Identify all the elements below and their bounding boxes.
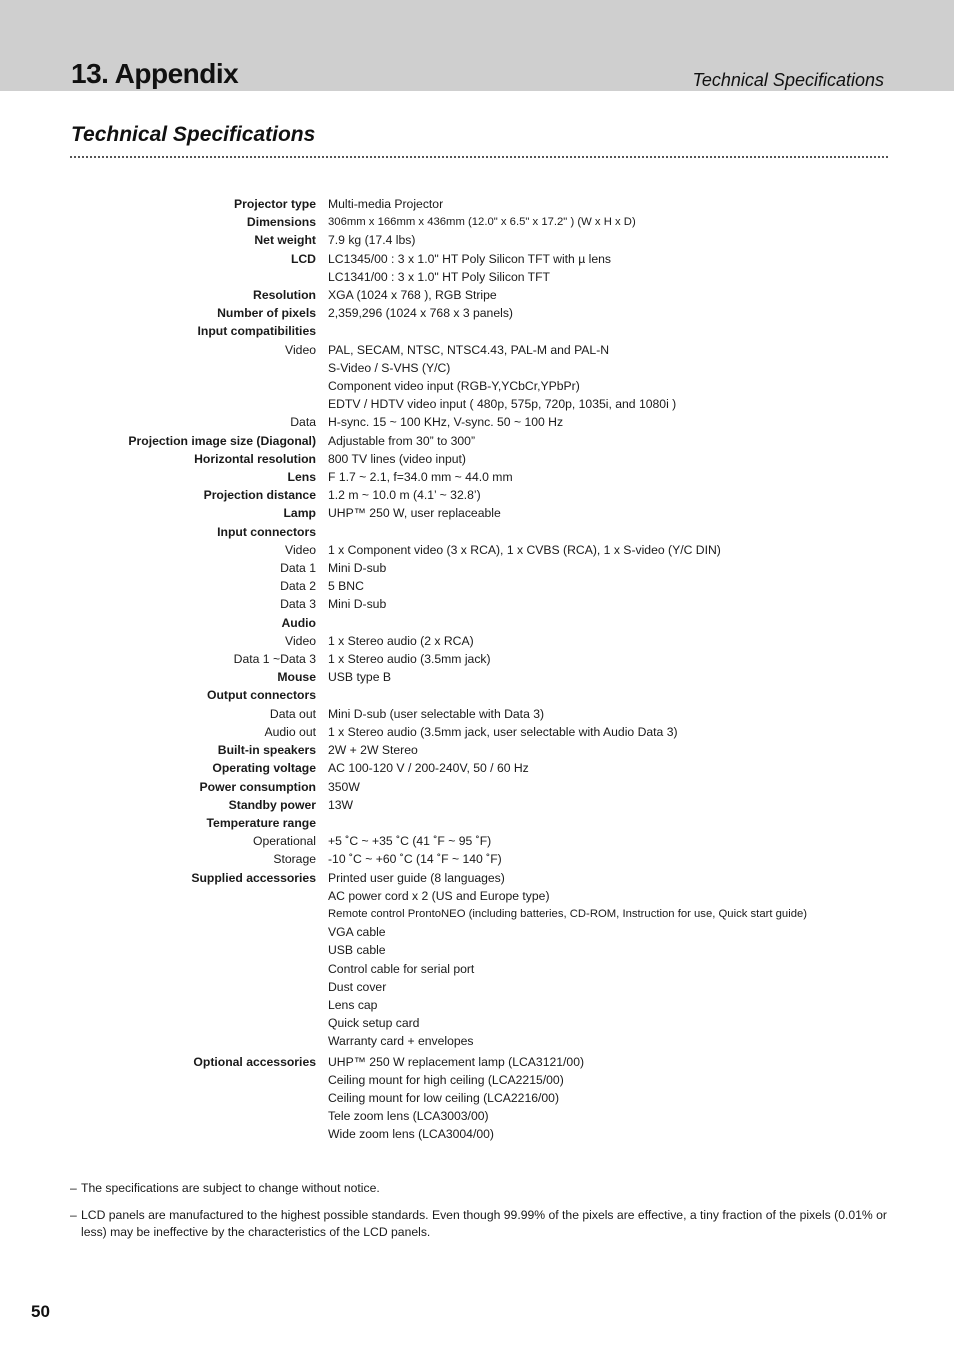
spec-row <box>40 905 900 923</box>
spec-label: Projection image size (Diagonal) <box>128 433 316 448</box>
spec-value: 350W <box>328 779 360 794</box>
spec-row <box>40 796 900 814</box>
spec-row <box>40 814 900 832</box>
spec-value: USB type B <box>328 670 391 685</box>
spec-row <box>40 832 900 850</box>
spec-row <box>40 1053 900 1071</box>
spec-row <box>40 778 900 796</box>
footnote-dash: – <box>70 1208 77 1222</box>
spec-row <box>40 541 900 559</box>
spec-label: Operating voltage <box>212 761 316 776</box>
page-number: 50 <box>31 1302 50 1321</box>
spec-value: 1 x Stereo audio (2 x RCA) <box>328 633 474 648</box>
spec-row <box>40 268 900 286</box>
spec-label: Supplied accessories <box>191 870 316 885</box>
spec-row <box>40 450 900 468</box>
spec-value: -10 ˚C ~ +60 ˚C (14 ˚F ~ 140 ˚F) <box>328 852 502 867</box>
spec-value: Component video input (RGB-Y,YCbCr,YPbPr) <box>328 379 580 394</box>
spec-value: Ceiling mount for low ceiling (LCA2216/00) <box>328 1090 560 1105</box>
spec-value: Tele zoom lens (LCA3003/00) <box>328 1109 489 1124</box>
spec-value: VGA cable <box>328 925 386 940</box>
spec-row <box>40 1089 900 1107</box>
spec-label <box>40 377 328 395</box>
spec-row <box>40 960 900 978</box>
spec-row <box>40 1125 900 1143</box>
spec-label <box>40 905 328 923</box>
spec-label: Audio <box>281 615 316 630</box>
spec-value: Lens cap <box>328 997 378 1012</box>
spec-value: 800 TV lines (video input) <box>328 451 466 466</box>
spec-label: Resolution <box>253 288 316 303</box>
spec-label <box>40 359 328 377</box>
spec-value: H-sync. 15 ~ 100 KHz, V-sync. 50 ~ 100 Hz <box>328 415 564 430</box>
spec-row <box>40 595 900 613</box>
spec-value: UHP™ 250 W replacement lamp (LCA3121/00) <box>328 1054 585 1069</box>
spec-row <box>40 322 900 340</box>
spec-label: Projector type <box>234 197 316 211</box>
spec-row <box>40 523 900 541</box>
spec-table <box>40 195 900 1144</box>
spec-label: Power consumption <box>199 779 316 794</box>
spec-label <box>40 996 328 1014</box>
spec-row <box>40 213 900 231</box>
spec-label <box>40 1125 328 1143</box>
spec-row <box>40 359 900 377</box>
spec-row <box>40 668 900 686</box>
spec-label: Projection distance <box>203 488 316 503</box>
footnote-text: LCD panels are manufactured to the highest possible standards. Even though 99.99% of the pixels are effective, a tiny fraction of the pixels (0.01% or less) may be ineffective by the characteristics of the LCD panels. <box>81 1208 887 1239</box>
spec-label: Data out <box>269 706 316 721</box>
spec-label <box>40 960 328 978</box>
spec-value: LC1341/00 : 3 x 1.0" HT Poly Silicon TFT <box>328 269 550 284</box>
spec-row <box>40 1107 900 1125</box>
spec-label <box>40 978 328 996</box>
spec-label: Lamp <box>283 506 316 521</box>
spec-label: Lens <box>287 470 316 485</box>
spec-value: S-Video / S-VHS (Y/C) <box>328 360 451 375</box>
spec-value: Printed user guide (8 languages) <box>328 870 505 885</box>
spec-label <box>40 1089 328 1107</box>
spec-label: Horizontal resolution <box>194 451 316 466</box>
spec-value: AC power cord x 2 (US and Europe type) <box>328 888 550 903</box>
spec-row <box>40 395 900 413</box>
spec-label <box>40 395 328 413</box>
spec-row <box>40 741 900 759</box>
spec-row <box>40 850 900 868</box>
spec-row <box>40 559 900 577</box>
spec-row <box>40 231 900 249</box>
spec-label: Video <box>285 633 316 648</box>
spec-value: Remote control ProntoNEO (including batteries, CD-ROM, Instruction for use, Quick start guide) <box>328 907 808 920</box>
spec-label: Dimensions <box>246 215 316 230</box>
spec-label: Input compatibilities <box>197 324 316 339</box>
spec-value: LC1345/00 : 3 x 1.0" HT Poly Silicon TFT with µ lens <box>328 251 611 266</box>
spec-label <box>40 1032 328 1050</box>
spec-row <box>40 941 900 959</box>
spec-label: Optional accessories <box>193 1054 316 1069</box>
spec-row <box>40 286 900 304</box>
spec-row <box>40 1032 900 1050</box>
spec-row <box>40 377 900 395</box>
footnote <box>70 1207 890 1241</box>
spec-label: Net weight <box>254 233 316 248</box>
spec-value: 1 x Component video (3 x RCA), 1 x CVBS (RCA), 1 x S-video (Y/C DIN) <box>328 542 721 557</box>
spec-row <box>40 195 900 213</box>
spec-value: F 1.7 ~ 2.1, f=34.0 mm ~ 44.0 mm <box>328 470 513 485</box>
spec-row <box>40 504 900 522</box>
spec-row <box>40 650 900 668</box>
spec-row <box>40 996 900 1014</box>
spec-value: XGA (1024 x 768 ), RGB Stripe <box>328 288 497 303</box>
spec-value: Mini D-sub (user selectable with Data 3) <box>328 706 545 721</box>
spec-label: Mouse <box>277 670 316 685</box>
spec-value: Mini D-sub <box>328 561 387 576</box>
spec-row <box>40 686 900 704</box>
spec-row <box>40 1071 900 1089</box>
spec-value: 2W + 2W Stereo <box>328 743 418 758</box>
dotted-divider <box>70 156 888 158</box>
spec-label <box>40 1107 328 1125</box>
spec-label: Audio out <box>264 724 316 739</box>
spec-label: Data 1 <box>280 561 316 576</box>
spec-value: 5 BNC <box>328 579 364 594</box>
spec-label: Built-in speakers <box>217 743 316 758</box>
spec-label: Data 1 ~Data 3 <box>233 652 316 667</box>
spec-row <box>40 614 900 632</box>
spec-label: Video <box>285 342 316 357</box>
spec-value: USB cable <box>328 943 386 958</box>
spec-value: 1 x Stereo audio (3.5mm jack) <box>328 652 491 667</box>
spec-label: Data 3 <box>280 597 316 612</box>
spec-value: Control cable for serial port <box>328 961 475 976</box>
spec-label: Number of pixels <box>217 306 316 321</box>
spec-label: Data <box>290 415 316 430</box>
spec-value: 13W <box>328 797 354 812</box>
spec-value: Dust cover <box>328 979 387 994</box>
spec-value: Warranty card + envelopes <box>328 1034 474 1049</box>
spec-value: EDTV / HDTV video input ( 480p, 575p, 720p, 1035i, and 1080i ) <box>328 397 677 412</box>
spec-label: Data 2 <box>280 579 316 594</box>
spec-label: LCD <box>290 251 316 266</box>
spec-row <box>40 759 900 777</box>
spec-value: PAL, SECAM, NTSC, NTSC4.43, PAL-M and PAL-N <box>328 342 610 357</box>
spec-value: Quick setup card <box>328 1016 420 1031</box>
notes <box>70 1180 890 1241</box>
spec-value: 1.2 m ~ 10.0 m (4.1’ ~ 32.8’) <box>328 488 481 503</box>
spec-label <box>40 1014 328 1032</box>
spec-value: +5 ˚C ~ +35 ˚C (41 ˚F ~ 95 ˚F) <box>328 834 492 849</box>
spec-row <box>40 577 900 595</box>
spec-label <box>40 268 328 286</box>
spec-label: Temperature range <box>206 815 316 830</box>
spec-row <box>40 869 900 887</box>
spec-row <box>40 304 900 322</box>
spec-label: Storage <box>273 852 316 867</box>
spec-label: Video <box>285 542 316 557</box>
spec-value: 7.9 kg (17.4 lbs) <box>328 233 416 248</box>
footnote <box>70 1180 890 1197</box>
spec-label: Input connectors <box>217 524 316 539</box>
section-title: Technical Specifications <box>71 123 316 146</box>
chapter-title: 13. Appendix <box>71 58 239 89</box>
spec-value: 1 x Stereo audio (3.5mm jack, user selectable with Audio Data 3) <box>328 724 678 739</box>
spec-label: Standby power <box>228 797 316 812</box>
spec-label <box>40 941 328 959</box>
spec-value: Multi-media Projector <box>328 197 444 211</box>
spec-row <box>40 887 900 905</box>
spec-row <box>40 705 900 723</box>
spec-label <box>40 923 328 941</box>
spec-row <box>40 978 900 996</box>
spec-row <box>40 432 900 450</box>
spec-label <box>40 887 328 905</box>
spec-label: Operational <box>252 834 316 849</box>
spec-row <box>40 632 900 650</box>
spec-value: AC 100-120 V / 200-240V, 50 / 60 Hz <box>328 761 529 776</box>
spec-row <box>40 250 900 268</box>
spec-row <box>40 341 900 359</box>
spec-row <box>40 723 900 741</box>
spec-row <box>40 486 900 504</box>
spec-row <box>40 468 900 486</box>
spec-value: 306mm x 166mm x 436mm (12.0" x 6.5" x 17.2" ) (W x H x D) <box>328 216 636 229</box>
spec-label: Output connectors <box>206 688 316 703</box>
spec-row <box>40 1014 900 1032</box>
footnote-dash: – <box>70 1181 77 1195</box>
footnote-text: The specifications are subject to change without notice. <box>81 1181 380 1195</box>
spec-value: Adjustable from 30” to 300” <box>328 433 476 448</box>
spec-label <box>40 1071 328 1089</box>
spec-value: UHP™ 250 W, user replaceable <box>328 506 501 521</box>
spec-row <box>40 413 900 431</box>
header-subtitle: Technical Specifications <box>692 70 884 90</box>
spec-value: Wide zoom lens (LCA3004/00) <box>328 1127 494 1142</box>
spec-value: 2,359,296 (1024 x 768 x 3 panels) <box>328 306 513 321</box>
spec-row <box>40 923 900 941</box>
spec-value: Mini D-sub <box>328 597 387 612</box>
spec-value: Ceiling mount for high ceiling (LCA2215/00) <box>328 1072 564 1087</box>
